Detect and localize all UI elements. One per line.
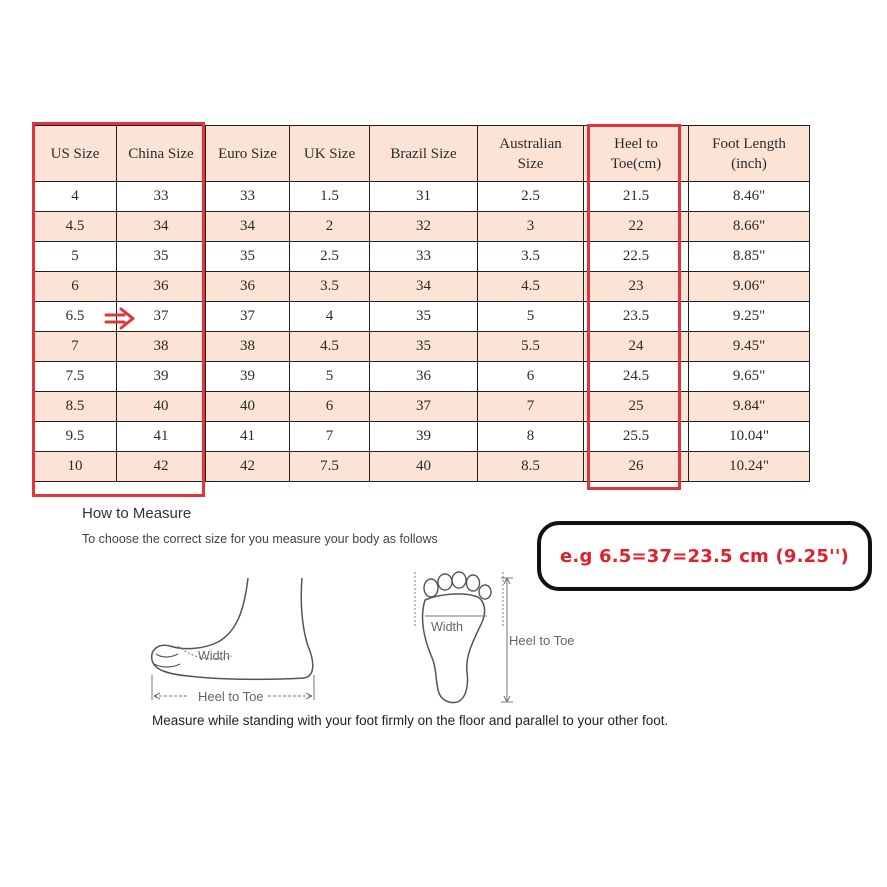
example-text: e.g 6.5=37=23.5 cm (9.25'') bbox=[560, 545, 849, 567]
table-cell: 26 bbox=[584, 452, 689, 482]
table-cell: 2 bbox=[290, 212, 370, 242]
table-cell: 34 bbox=[206, 212, 290, 242]
table-cell: 9.84" bbox=[689, 392, 810, 422]
example-callout bbox=[537, 521, 872, 591]
table-cell: 5 bbox=[290, 362, 370, 392]
table-cell: 10.04" bbox=[689, 422, 810, 452]
table-cell: 37 bbox=[370, 392, 478, 422]
table-cell: 7.5 bbox=[34, 362, 117, 392]
table-cell: 6 bbox=[34, 272, 117, 302]
table-cell: 8.5 bbox=[478, 452, 584, 482]
table-cell: 9.5 bbox=[34, 422, 117, 452]
table-cell: 8 bbox=[478, 422, 584, 452]
table-cell: 39 bbox=[370, 422, 478, 452]
table-cell: 8.85" bbox=[689, 242, 810, 272]
column-header-line: Foot Length bbox=[712, 135, 786, 152]
foot-side-view-icon bbox=[140, 572, 330, 712]
table-cell: 23 bbox=[584, 272, 689, 302]
table-cell: 3.5 bbox=[290, 272, 370, 302]
table-cell: 4.5 bbox=[34, 212, 117, 242]
table-cell: 9.65" bbox=[689, 362, 810, 392]
column-header bbox=[478, 126, 584, 182]
top-length-label: Heel to Toe bbox=[509, 633, 575, 648]
table-cell: 4.5 bbox=[478, 272, 584, 302]
table-cell: 36 bbox=[117, 272, 206, 302]
table-cell: 8.46" bbox=[689, 182, 810, 212]
table-cell: 7.5 bbox=[290, 452, 370, 482]
how-to-measure-subtitle: To choose the correct size for you measure your body as follows bbox=[82, 532, 438, 546]
table-cell: 35 bbox=[117, 242, 206, 272]
table-cell: 32 bbox=[370, 212, 478, 242]
how-to-measure-title: How to Measure bbox=[82, 505, 192, 522]
column-header-line: China Size bbox=[128, 145, 194, 162]
table-cell: 6 bbox=[478, 362, 584, 392]
table-cell: 5 bbox=[478, 302, 584, 332]
table-cell: 40 bbox=[206, 392, 290, 422]
column-header-line: Toe(cm) bbox=[610, 155, 662, 172]
table-cell: 36 bbox=[206, 272, 290, 302]
table-cell: 23.5 bbox=[584, 302, 689, 332]
table-cell: 39 bbox=[206, 362, 290, 392]
double-line-right-arrow-icon bbox=[104, 307, 138, 331]
table-cell: 9.06" bbox=[689, 272, 810, 302]
table-cell: 41 bbox=[117, 422, 206, 452]
table-cell: 35 bbox=[206, 242, 290, 272]
table-cell: 22.5 bbox=[584, 242, 689, 272]
table-cell: 7 bbox=[34, 332, 117, 362]
column-header-line: Australian bbox=[499, 135, 562, 152]
table-cell: 10.24" bbox=[689, 452, 810, 482]
highlight-heel-to-toe-column bbox=[587, 124, 681, 490]
table-cell: 6 bbox=[290, 392, 370, 422]
table-cell: 42 bbox=[206, 452, 290, 482]
table-cell: 35 bbox=[370, 332, 478, 362]
measure-note: Measure while standing with your foot firmly on the floor and parallel to your other foot. bbox=[152, 713, 669, 728]
table-cell: 7 bbox=[478, 392, 584, 422]
table-cell: 9.25" bbox=[689, 302, 810, 332]
table-cell: 4.5 bbox=[290, 332, 370, 362]
table-cell: 33 bbox=[370, 242, 478, 272]
column-header bbox=[689, 126, 810, 182]
table-cell: 5.5 bbox=[478, 332, 584, 362]
side-length-label: Heel to Toe bbox=[198, 689, 264, 704]
top-width-label: Width bbox=[431, 620, 463, 634]
table-cell: 34 bbox=[370, 272, 478, 302]
table-cell: 3.5 bbox=[478, 242, 584, 272]
table-cell: 38 bbox=[117, 332, 206, 362]
table-cell: 24.5 bbox=[584, 362, 689, 392]
table-cell: 40 bbox=[370, 452, 478, 482]
table-cell: 9.45" bbox=[689, 332, 810, 362]
table-cell: 8.66" bbox=[689, 212, 810, 242]
column-header-line: Heel to bbox=[614, 135, 658, 152]
column-header bbox=[290, 126, 370, 182]
table-cell: 37 bbox=[117, 302, 206, 332]
table-cell: 37 bbox=[206, 302, 290, 332]
table-cell: 34 bbox=[117, 212, 206, 242]
table-cell: 8.5 bbox=[34, 392, 117, 422]
table-cell: 33 bbox=[206, 182, 290, 212]
table-cell: 22 bbox=[584, 212, 689, 242]
table-cell: 38 bbox=[206, 332, 290, 362]
table-cell: 31 bbox=[370, 182, 478, 212]
table-cell: 3 bbox=[478, 212, 584, 242]
table-cell: 24 bbox=[584, 332, 689, 362]
table-cell: 35 bbox=[370, 302, 478, 332]
table-cell: 42 bbox=[117, 452, 206, 482]
table-cell: 36 bbox=[370, 362, 478, 392]
table-cell: 2.5 bbox=[478, 182, 584, 212]
table-cell: 1.5 bbox=[290, 182, 370, 212]
table-cell: 39 bbox=[117, 362, 206, 392]
table-cell: 2.5 bbox=[290, 242, 370, 272]
column-header-line: (inch) bbox=[731, 155, 767, 172]
table-cell: 21.5 bbox=[584, 182, 689, 212]
column-header bbox=[370, 126, 478, 182]
column-header-line: US Size bbox=[50, 145, 100, 162]
table-cell: 40 bbox=[117, 392, 206, 422]
column-header-line: Brazil Size bbox=[390, 145, 457, 162]
table-cell: 5 bbox=[34, 242, 117, 272]
table-cell: 25 bbox=[584, 392, 689, 422]
table-cell: 4 bbox=[34, 182, 117, 212]
table-cell: 6.5 bbox=[34, 302, 117, 332]
table-cell: 41 bbox=[206, 422, 290, 452]
column-header-line: UK Size bbox=[303, 145, 356, 162]
column-header-line: Euro Size bbox=[218, 145, 277, 162]
side-width-label: Width bbox=[198, 649, 230, 663]
table-cell: 4 bbox=[290, 302, 370, 332]
table-cell: 25.5 bbox=[584, 422, 689, 452]
table-cell: 33 bbox=[117, 182, 206, 212]
table-cell: 7 bbox=[290, 422, 370, 452]
table-cell: 10 bbox=[34, 452, 117, 482]
column-header-line: Size bbox=[517, 155, 544, 172]
column-header bbox=[206, 126, 290, 182]
